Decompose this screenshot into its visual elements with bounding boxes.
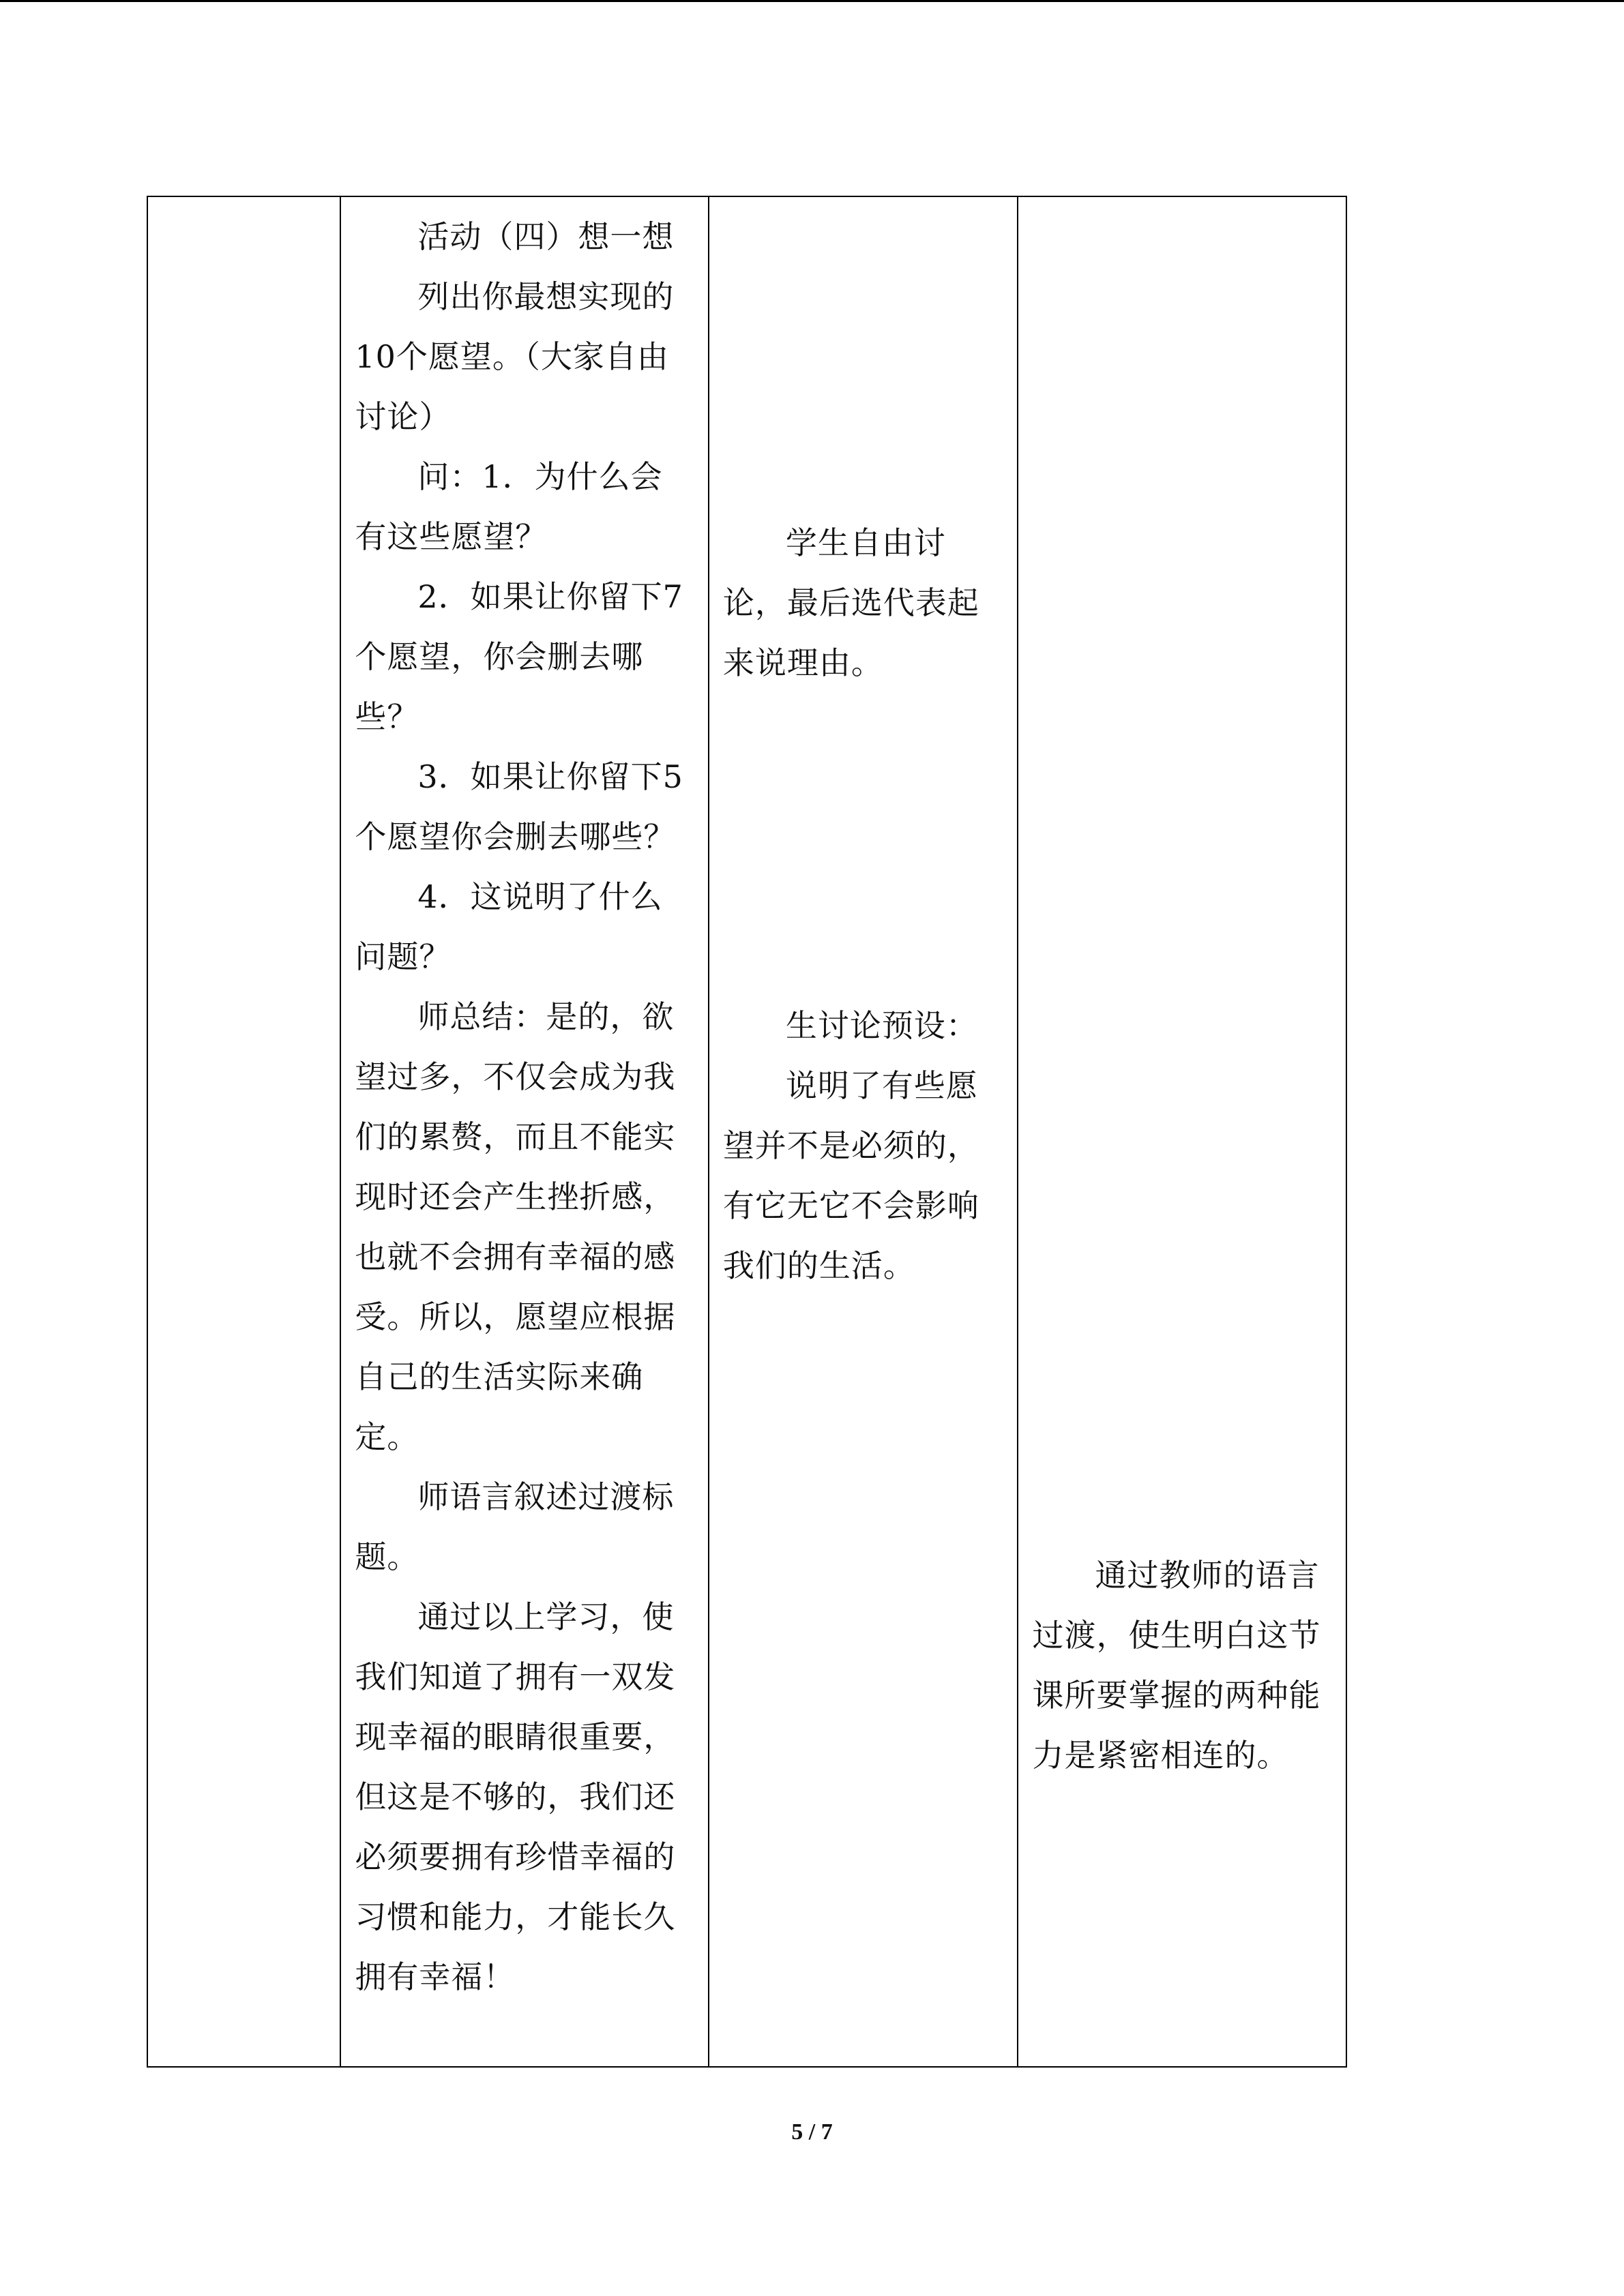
question-3: 3．如果让你留下5个愿望你会删去哪些？ [355,758,683,855]
top-rule [0,0,1624,2]
activity-task: 列出你最想实现的10个愿望。（大家自由讨论） [355,278,675,435]
preset-answer: 说明了有些愿望并不是必须的，有它无它不会影响我们的生活。 [722,1067,979,1284]
transition-note: 师语言叙述过渡标题。 [355,1478,675,1575]
lesson-plan-table [147,196,1347,2068]
stage-cell [147,196,340,2067]
activity-title: 活动（四）想一想 [417,218,675,255]
question-2: 2．如果让你留下7个愿望，你会删去哪些？ [355,578,683,735]
teacher-activity-cell [340,196,709,2067]
preset-title: 生讨论预设： [785,1007,978,1044]
discussion-preset [723,996,1004,1296]
page-number: 5 / 7 [791,2119,833,2145]
closing-paragraph: 通过以上学习，使我们知道了拥有一双发现幸福的眼睛很重要，但这是不够的，我们还必须要拥有珍惜幸福的习惯和能力，才能长久拥有幸福！ [355,1598,676,1995]
design-intent: 通过教师的语言过渡，使生明白这节课所要掌握的两种能力是紧密相连的。 [1032,1557,1321,1774]
table-row [147,196,1346,2067]
question-4: 4．这说明了什么问题？ [355,878,663,975]
student-discussion: 学生自由讨论，最后选代表起来说理由。 [722,524,979,681]
question-1: 问：1．为什么会有这些愿望？ [355,458,663,555]
teacher-summary: 师总结：是的，欲望过多，不仅会成为我们的累赘，而且不能实现时还会产生挫折感，也就不会拥有幸福的感受。所以，愿望应根据自己的生活实际来确定。 [355,998,676,1455]
design-intent-cell [1018,196,1346,2067]
student-activity-cell [709,196,1018,2067]
